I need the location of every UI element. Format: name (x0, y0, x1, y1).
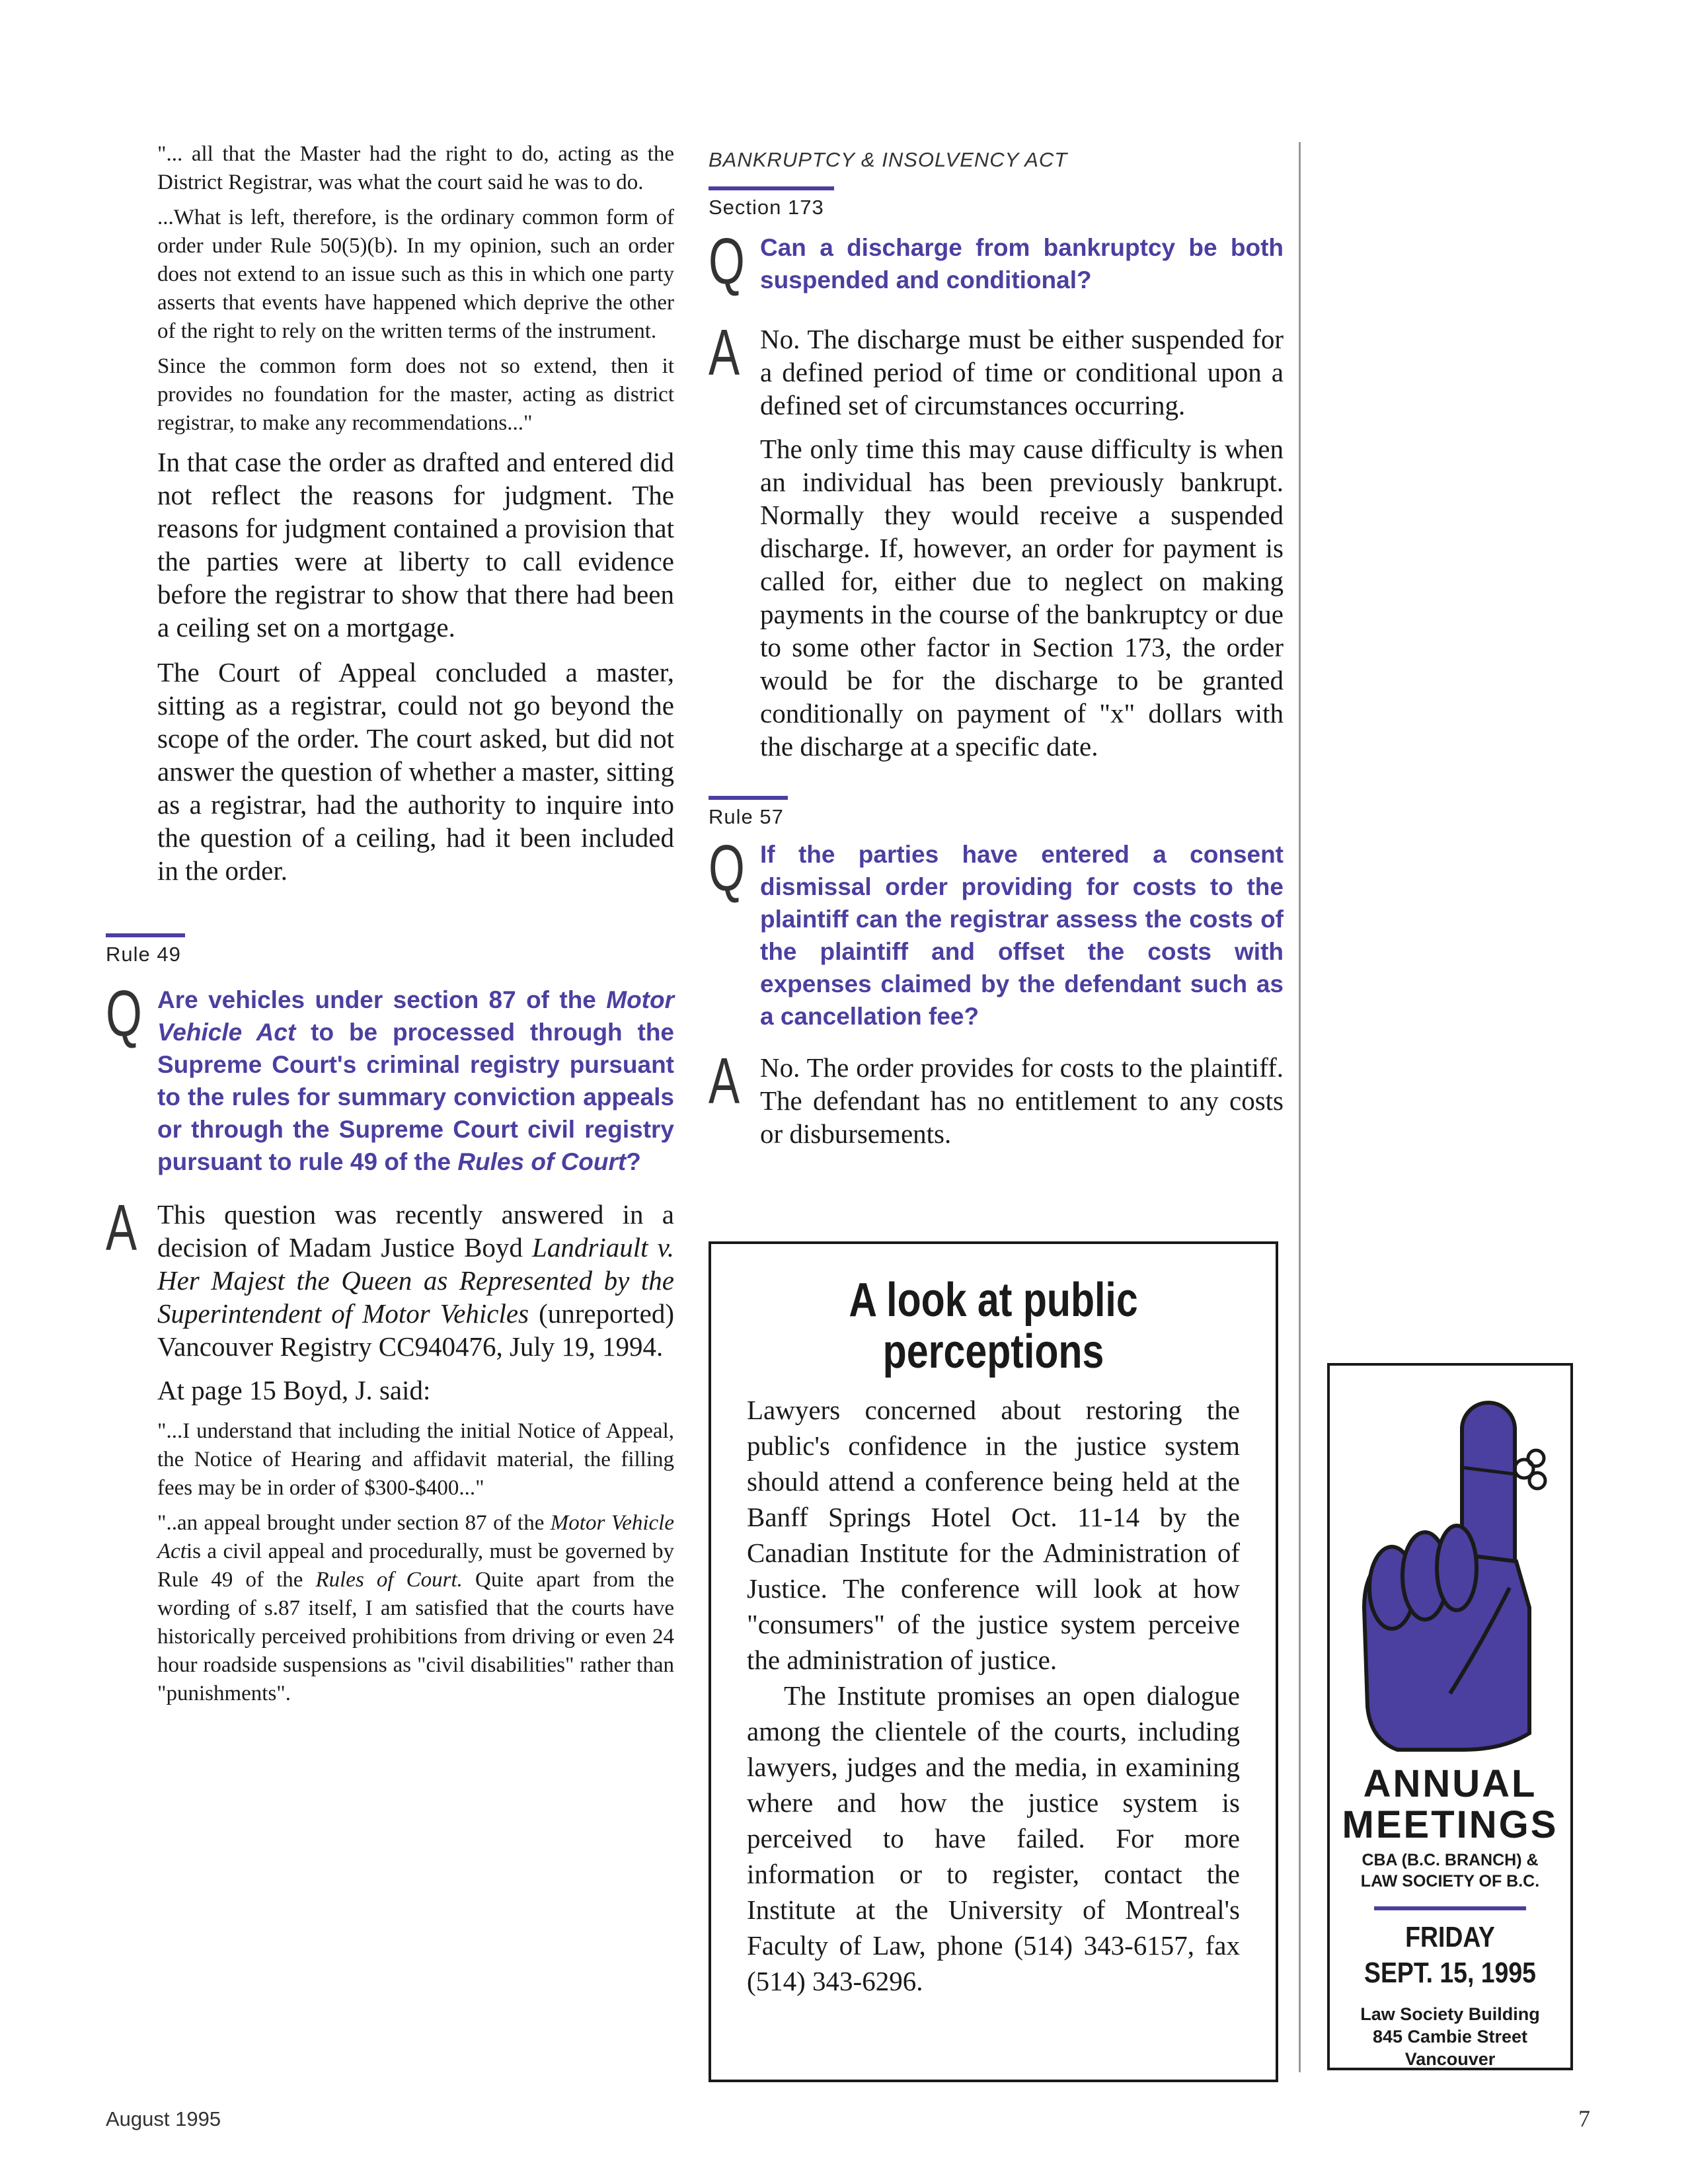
quote-paragraph: "... all that the Master had the right to do, acting as the District Registrar, was what the court said he was to do. (157, 142, 674, 194)
middle-column (709, 140, 1284, 1166)
finger-string-icon (1351, 1389, 1549, 1760)
q-letter: Q (709, 225, 745, 297)
section-173-question (709, 225, 1284, 297)
rule-49-bar (106, 933, 185, 937)
page-number: 7 (1578, 2105, 1590, 2132)
ad-divider (1374, 1906, 1526, 1910)
answer-quote (157, 1417, 674, 1708)
box-paragraph: The Institute promises an open dialogue among the clientele of the courts, including lawyers, judges and the media, in examining where and how the justice system is perceived to have failed. For more information or to register, contact the Institute at the University of Montreal's Faculty of Law, phone (514) 343-6157, fax (514) 343-6296. (747, 1680, 1240, 1996)
section-173-answer (709, 316, 1284, 763)
rule-49-label: Rule 49 (106, 943, 181, 966)
box-title: A look at public perceptions (849, 1274, 1138, 1378)
quote-paragraph: ...What is left, therefore, is the ordinary common form of order under Rule 50(5)(b). In my opinion, such an order does not extend to an issue such as this in which one party asserts that events have happened which deprive the other of the right to rely on the written terms of the instrument. (157, 206, 674, 343)
answer-paragraph: At page 15 Boyd, J. said: (157, 1375, 431, 1405)
court-quote (157, 140, 674, 438)
section-heading: BANKRUPTCY & INSOLVENCY ACT (709, 148, 1068, 171)
q-letter: Q (106, 977, 142, 1050)
quote-paragraph: "...I understand that including the initial Notice of Appeal, the Notice of Hearing and affidavit material, the filling fees may be in order of $300-$400..." (157, 1419, 674, 1500)
public-perceptions-box (709, 1241, 1278, 2082)
q-letter: Q (709, 832, 745, 904)
rule-49-answer (106, 1191, 674, 1708)
body-paragraph: The Court of Appeal concluded a master, sitting as a registrar, could not go beyond the scope of the order. The court asked, but did not answer the question of whether a master, sitting as a registrar, had the authority to inquire into the question of a ceiling, had it been included in the order. (157, 657, 674, 886)
annual-meetings-ad (1327, 1363, 1573, 2070)
rule-49-question (106, 977, 674, 1178)
answer-text: No. The order provides for costs to the plaintiff. The defendant has no entitlement to any costs or disbursements. (760, 1052, 1284, 1149)
question-text: Can a discharge from bankruptcy be both suspended and conditional? (760, 234, 1284, 293)
rule-57-bar (709, 796, 788, 800)
rule-57-label: Rule 57 (709, 805, 784, 828)
ad-venue: Law Society Building 845 Cambie Street Vancouver (1360, 2004, 1540, 2069)
rule-57-question (709, 832, 1284, 1033)
ad-date: FRIDAY SEPT. 15, 1995 (1364, 1921, 1536, 1989)
section-173-bar (709, 186, 834, 190)
answer-text: This question was recently answered in a decision of Madam Justice Boyd Landriault v. Her Majest the Queen as Represented by the Superintendent of Motor Vehicles (unreported) Vancouver Registry CC940476, July 19, 1994. At page 15 Boyd, J. said: (157, 1199, 674, 1405)
quote-paragraph: Since the common form does not so extend, then it provides no foundation for the master, acting as district registrar, to make any recommendations..." (157, 354, 674, 435)
question-text: Are vehicles under section 87 of the Motor Vehicle Act to be processed through the Supreme Court's criminal registry pursuant to the rules for summary conviction appeals or through the Supreme Court civil registry pursuant to rule 49 of the Rules of Court? (157, 986, 674, 1175)
question-text: If the parties have entered a consent dismissal order providing for costs to the plaintiff can the registrar assess the costs of the plaintiff and offset the costs with expenses claimed by the defendant such as a cancellation fee? (760, 841, 1284, 1030)
body-paragraph: In that case the order as drafted and entered did not reflect the reasons for judgment. The reasons for judgment contained a provision that the parties were at liberty to call evidence before the registrar to show that there had been a ceiling set on a mortgage. (157, 447, 674, 643)
ad-title: ANNUAL MEETINGS (1342, 1762, 1558, 1846)
left-column (106, 140, 674, 1724)
rule-57-answer (709, 1044, 1284, 1150)
answer-paragraph: The only time this may cause difficulty is when an individual has been previously bankrupt. Normally they would receive a suspended discharge. If, however, an order for payment is called for, either due to neglect on making payments in the course of the bankruptcy or due to some other factor in Section 173, the order would be for the discharge to be granted conditionally on payment of "x" dollars with the discharge at a specific date. (760, 434, 1284, 761)
a-letter: A (106, 1191, 137, 1264)
quote-paragraph: "..an appeal brought under section 87 of the Motor Vehicle Actis a civil appeal and procedurally, must be governed by Rule 49 of the Rules of Court. Quite apart from the wording of s.87 itself, I am satisfied that the courts have historically perceived prohibitions from driving or even 24 hour roadside suspensions as "civil disabilities" rather than "punishments". (157, 1511, 674, 1705)
box-paragraph: Lawyers concerned about restoring the public's confidence in the justice system should attend a conference being held at the Banff Springs Hotel Oct. 11-14 by the Canadian Institute for the Administration of Justice. The conference will look at how "consumers" of the justice system perceive the administration of justice. (747, 1395, 1240, 1675)
answer-text (760, 323, 1284, 763)
a-letter: A (709, 316, 740, 389)
answer-paragraph: No. The discharge must be either suspended for a defined period of time or conditional upon a defined set of circumstances occurring. (760, 324, 1284, 420)
section-173-label: Section 173 (709, 196, 824, 219)
ad-organizers: CBA (B.C. BRANCH) & LAW SOCIETY OF B.C. (1360, 1851, 1540, 1891)
issue-date: August 1995 (106, 2107, 221, 2130)
column-divider (1299, 142, 1301, 2072)
a-letter: A (709, 1044, 740, 1117)
